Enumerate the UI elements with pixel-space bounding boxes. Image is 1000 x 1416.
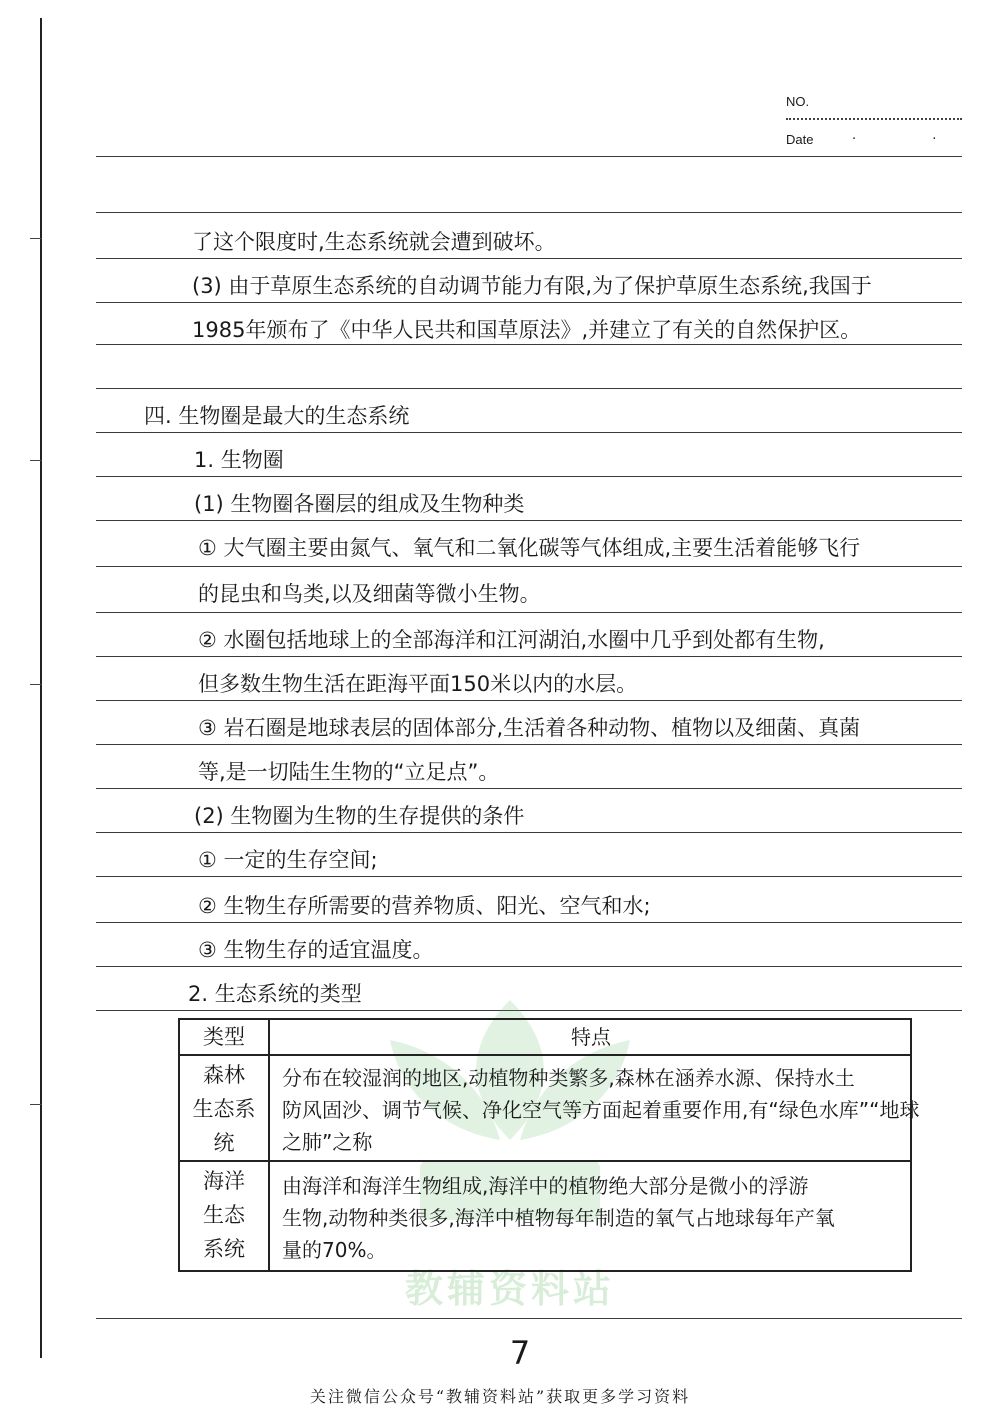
table-row-feature: 量的70%。 <box>282 1238 387 1262</box>
ruled-line <box>96 1318 962 1319</box>
ruled-line <box>96 212 962 213</box>
ruled-line <box>96 612 962 613</box>
binding-tick <box>30 460 42 461</box>
binding-tick <box>30 238 42 239</box>
header-no-label: NO. <box>786 94 810 109</box>
table-divider <box>180 1160 910 1162</box>
ruled-line <box>96 476 962 477</box>
text-line: ③ 岩石圈是地球表层的固体部分,生活着各种动物、植物以及细菌、真菌 <box>198 716 861 740</box>
ruled-line <box>96 344 962 345</box>
ruled-line <box>96 566 962 567</box>
table-header-type: 类型 <box>203 1025 245 1049</box>
ruled-line <box>96 656 962 657</box>
ruled-line <box>96 700 962 701</box>
ruled-line <box>96 832 962 833</box>
ruled-line <box>96 388 962 389</box>
ruled-line <box>96 302 962 303</box>
subsection-heading: 1. 生物圈 <box>194 448 284 472</box>
table-row-feature: 生物,动物种类很多,海洋中植物每年制造的氧气占地球每年产氧 <box>282 1206 835 1230</box>
text-line: 1985年颁布了《中华人民共和国草原法》,并建立了有关的自然保护区。 <box>192 318 862 342</box>
page-number: 7 <box>509 1334 531 1372</box>
table-row-feature: 防风固沙、调节气候、净化空气等方面起着重要作用,有“绿色水库”“地球 <box>282 1098 920 1122</box>
ruled-line <box>96 966 962 967</box>
ruled-line <box>96 156 962 157</box>
text-line: ③ 生物生存的适宜温度。 <box>198 938 434 962</box>
header-date-dots: · · <box>852 132 973 147</box>
text-line: (2) 生物圈为生物的生存提供的条件 <box>194 804 525 828</box>
table-row-type: 海洋 生态 系统 <box>203 1169 245 1261</box>
table-row-feature: 之肺”之称 <box>282 1130 373 1154</box>
table-header-feature: 特点 <box>571 1025 611 1049</box>
header-no-dotted-line <box>786 118 962 120</box>
text-line: 的昆虫和鸟类,以及细菌等微小生物。 <box>198 582 541 606</box>
text-line: (1) 生物圈各圈层的组成及生物种类 <box>194 492 525 516</box>
table-row-type: 森林 生态系 统 <box>192 1063 256 1155</box>
text-line: 了这个限度时,生态系统就会遭到破坏。 <box>192 230 556 254</box>
ruled-line <box>96 788 962 789</box>
binding-line <box>40 18 42 1358</box>
subsection-heading: 2. 生态系统的类型 <box>188 982 362 1006</box>
section-heading: 四. 生物圈是最大的生态系统 <box>144 404 410 428</box>
ruled-line <box>96 258 962 259</box>
table-divider <box>180 1054 910 1056</box>
table-row-feature: 由海洋和海洋生物组成,海洋中的植物绝大部分是微小的浮游 <box>282 1174 809 1198</box>
ruled-line <box>96 922 962 923</box>
header-date-label: Date <box>786 132 814 147</box>
ruled-line <box>96 432 962 433</box>
ruled-line <box>96 876 962 877</box>
ruled-line <box>96 744 962 745</box>
watermark-text: 教辅资料站 <box>404 1267 615 1311</box>
table-row-feature: 分布在较湿润的地区,动植物种类繁多,森林在涵养水源、保持水土 <box>282 1066 855 1090</box>
binding-tick <box>30 1104 42 1105</box>
text-line: 等,是一切陆生生物的“立足点”。 <box>198 760 500 784</box>
ruled-line <box>96 520 962 521</box>
text-line: ② 生物生存所需要的营养物质、阳光、空气和水; <box>198 894 651 918</box>
text-line: ① 大气圈主要由氮气、氧气和二氧化碳等气体组成,主要生活着能够飞行 <box>198 536 861 560</box>
text-line: ② 水圈包括地球上的全部海洋和江河湖泊,水圈中几乎到处都有生物, <box>198 628 825 652</box>
text-line: ① 一定的生存空间; <box>198 848 378 872</box>
text-line: 但多数生物生活在距海平面150米以内的水层。 <box>198 672 638 696</box>
binding-tick <box>30 684 42 685</box>
footer-note: 关注微信公众号“教辅资料站”获取更多学习资料 <box>309 1387 691 1406</box>
text-line: (3) 由于草原生态系统的自动调节能力有限,为了保护草原生态系统,我国于 <box>192 274 872 298</box>
ruled-line <box>96 1010 962 1011</box>
ecosystem-types-table <box>178 1018 920 1272</box>
table-divider <box>268 1020 270 1270</box>
